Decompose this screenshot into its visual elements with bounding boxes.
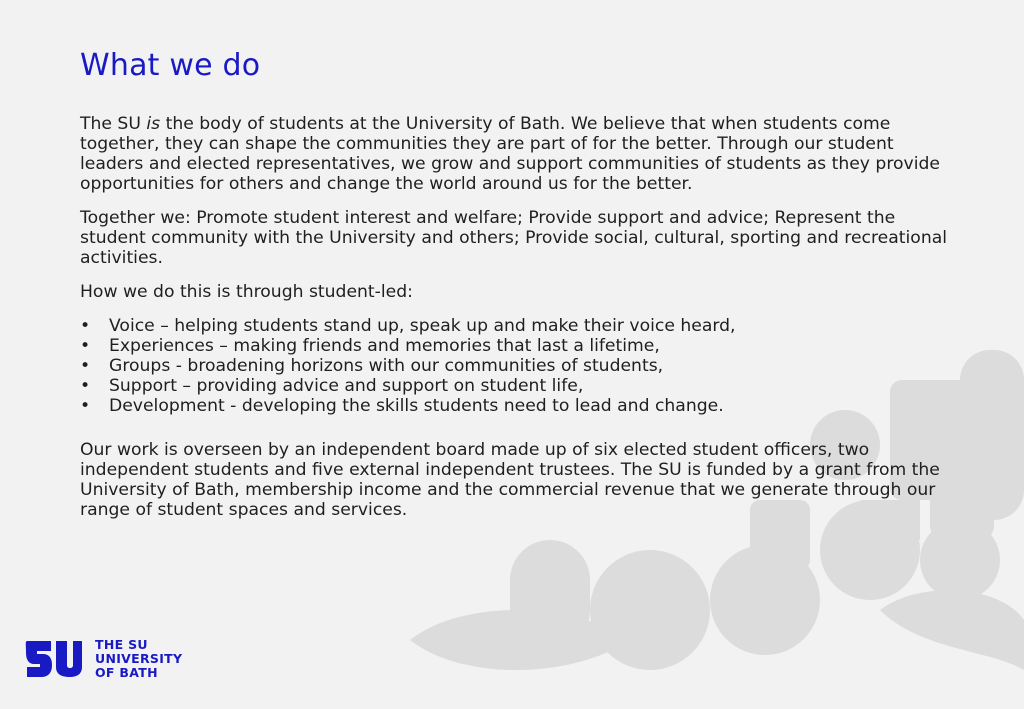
list-item — [80, 376, 960, 396]
su-logo-wordmark — [95, 638, 182, 680]
list-item — [80, 356, 960, 376]
logo-line-2: UNIVERSITY — [95, 651, 183, 666]
bullet-point-icon: • — [80, 336, 91, 356]
oversight-paragraph: Our work is overseen by an independent board made up of six elected student officers, two independent students and five external independent trustees. The SU is funded by a grant from the University of Bath, membership income and the commercial revenue that we generate through our range of student spaces and services. — [80, 440, 940, 520]
intro-emphasis: is — [146, 114, 161, 134]
bullet-point-icon: • — [80, 396, 91, 416]
su-logo — [25, 638, 182, 680]
how-paragraph: How we do this is through student-led: — [80, 282, 413, 302]
intro-text-start: The SU — [80, 114, 147, 134]
page-title: What we do — [80, 48, 261, 83]
list-item-text: Support – providing advice and support on student life, — [109, 376, 584, 396]
content — [80, 48, 960, 534]
bullet-point-icon: • — [80, 356, 91, 376]
list-item-text: Experiences – making friends and memories that last a lifetime, — [109, 336, 660, 356]
su-logo-mark-icon — [25, 639, 83, 679]
bullet-list — [80, 316, 960, 416]
together-paragraph: Together we: Promote student interest and welfare; Provide support and advice; Represent the student community with the University and others; Provide social, cultural, sporting and recreational activities. — [80, 208, 948, 268]
logo-line-1: THE SU — [95, 637, 148, 652]
list-item-text: Development - developing the skills students need to lead and change. — [109, 396, 724, 416]
intro-paragraph — [80, 114, 960, 194]
list-item — [80, 316, 960, 336]
bullet-point-icon: • — [80, 316, 91, 336]
intro-text-rest: the body of students at the University of Bath. We believe that when students come together, they can shape the communities they are part of for the better. Through our student leaders and elected representatives, we grow and support communities of students as they provide opportunities for others and change the world around us for the better. — [80, 114, 940, 194]
logo-line-3: OF BATH — [95, 665, 158, 680]
list-item-text: Voice – helping students stand up, speak up and make their voice heard, — [109, 316, 736, 336]
bullet-point-icon: • — [80, 376, 91, 396]
list-item-text: Groups - broadening horizons with our communities of students, — [109, 356, 664, 376]
list-item — [80, 336, 960, 356]
list-item — [80, 396, 960, 416]
